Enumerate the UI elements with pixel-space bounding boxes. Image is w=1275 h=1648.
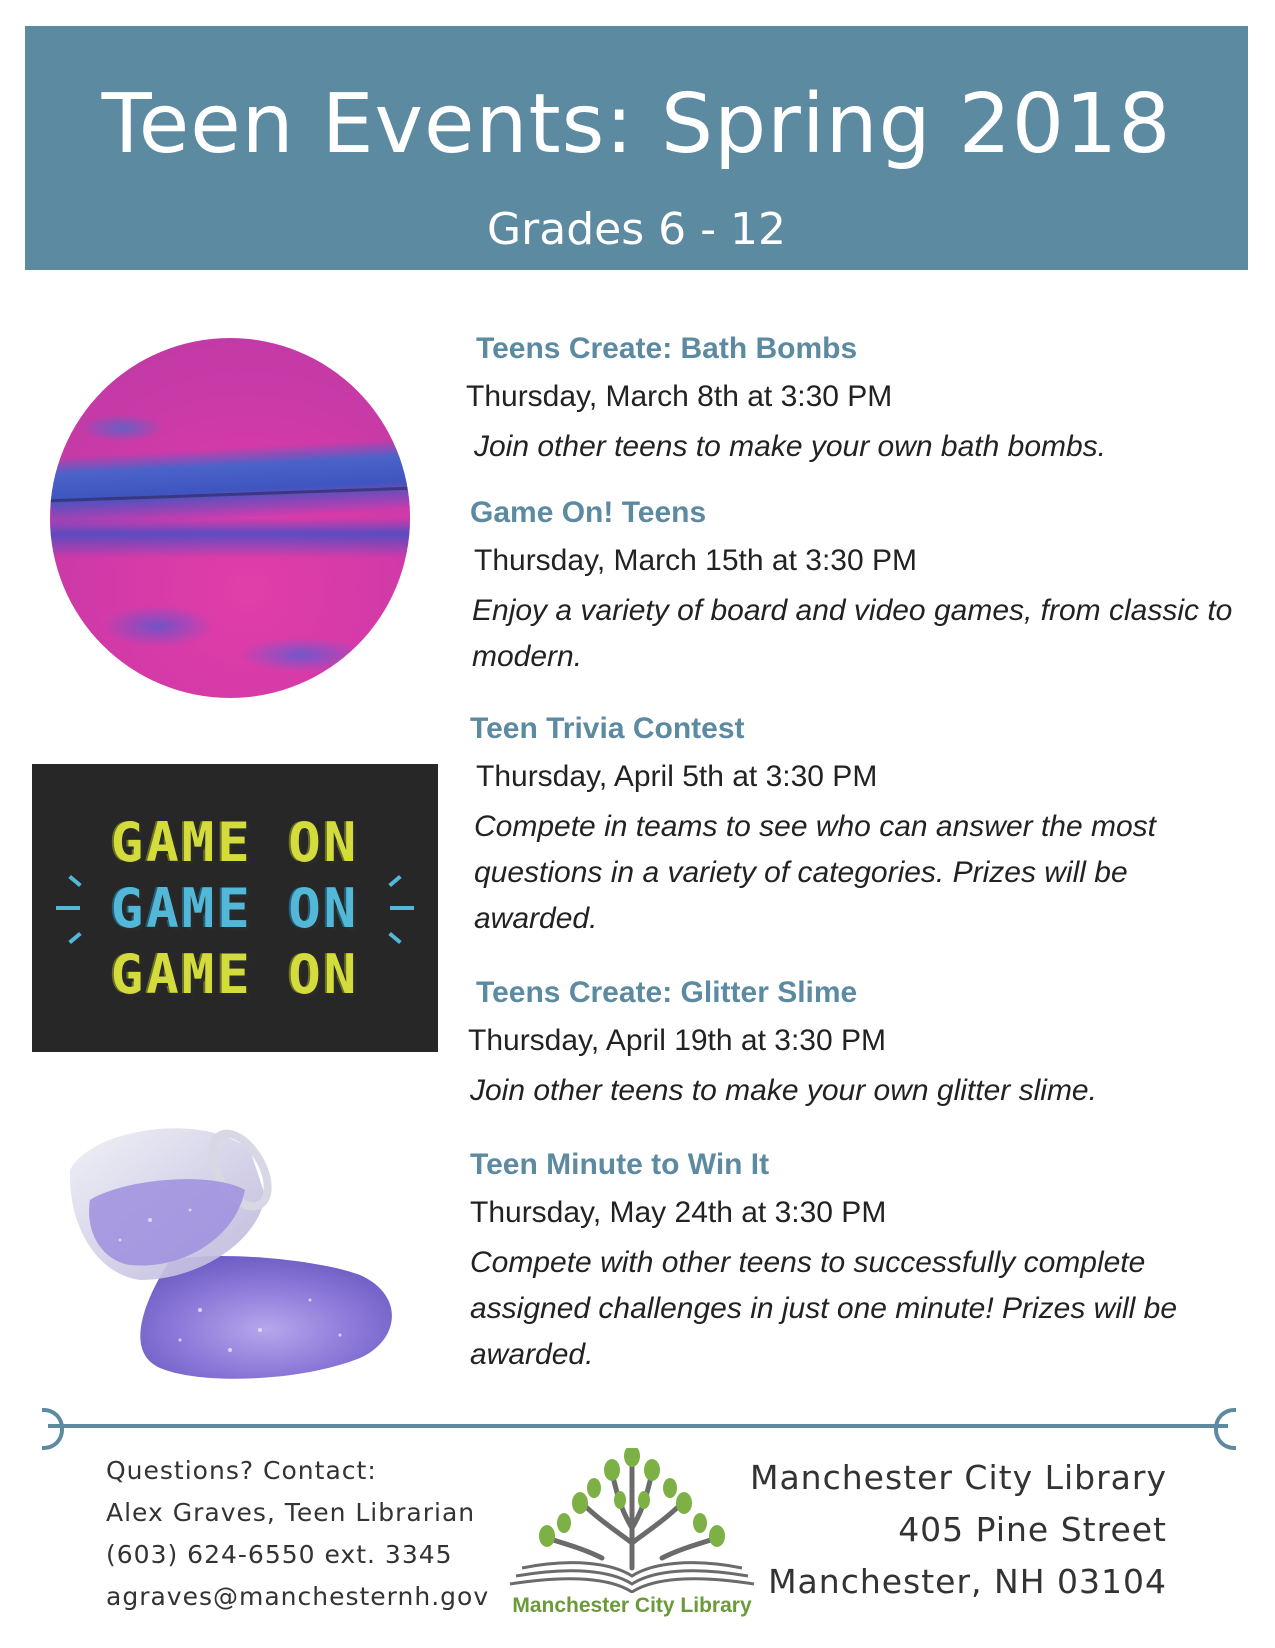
event-date-minute-to-win-it: Thursday, May 24th at 3:30 PM xyxy=(470,1196,887,1229)
address-name: Manchester City Library xyxy=(749,1458,1167,1497)
library-logo xyxy=(502,1448,762,1620)
contact-block xyxy=(106,1450,489,1618)
address-block xyxy=(750,1452,1167,1608)
address-street: 405 Pine Street xyxy=(898,1510,1167,1549)
event-desc-trivia: Compete in teams to see who can answer the most questions in a variety of categories. Prizes will be awarded. xyxy=(474,810,1157,935)
tree-book-icon xyxy=(502,1448,762,1593)
game-on-image xyxy=(32,764,438,1052)
event-desc-game-on: Enjoy a variety of board and video games, from classic to modern. xyxy=(472,594,1233,673)
event-desc-minute-to-win-it: Compete with other teens to successfully complete assigned challenges in just one minute! Prizes will be awarded. xyxy=(470,1246,1178,1371)
event-date-trivia: Thursday, April 5th at 3:30 PM xyxy=(476,760,878,793)
event-title-minute-to-win-it: Teen Minute to Win It xyxy=(470,1148,770,1181)
bath-bomb-band xyxy=(50,439,410,528)
game-on-line-3: GAME ON xyxy=(110,943,360,1006)
divider-left-cap xyxy=(42,1408,64,1450)
bath-bomb-image xyxy=(50,338,410,698)
event-title-bath-bombs: Teens Create: Bath Bombs xyxy=(476,332,858,365)
event-date-glitter-slime: Thursday, April 19th at 3:30 PM xyxy=(468,1024,886,1057)
event-title-trivia: Teen Trivia Contest xyxy=(470,712,745,745)
bath-bomb-band-lower xyxy=(50,518,410,558)
logo-text: Manchester City Library xyxy=(512,1594,752,1617)
event-date-game-on: Thursday, March 15th at 3:30 PM xyxy=(474,544,917,577)
game-on-line-1: GAME ON xyxy=(110,811,360,874)
contact-email[interactable]: agraves@manchesternh.gov xyxy=(106,1582,490,1611)
contact-heading: Questions? Contact: xyxy=(106,1456,377,1485)
contact-phone: (603) 624-6550 ext. 3345 xyxy=(106,1540,453,1569)
footer-divider xyxy=(48,1424,1228,1428)
address-city: Manchester, NH 03104 xyxy=(768,1562,1167,1601)
event-title-game-on: Game On! Teens xyxy=(470,496,707,529)
event-desc-glitter-slime: Join other teens to make your own glitter slime. xyxy=(470,1074,1097,1107)
event-title-glitter-slime: Teens Create: Glitter Slime xyxy=(476,976,858,1009)
contact-name: Alex Graves, Teen Librarian xyxy=(106,1498,476,1527)
glitter-slime-image xyxy=(60,1100,420,1390)
page-title: Teen Events: Spring 2018 xyxy=(101,77,1172,172)
event-date-bath-bombs: Thursday, March 8th at 3:30 PM xyxy=(466,380,893,413)
page-subtitle: Grades 6 - 12 xyxy=(487,204,786,255)
game-on-tick xyxy=(56,906,80,910)
header-banner xyxy=(25,26,1248,270)
event-desc-bath-bombs: Join other teens to make your own bath bombs. xyxy=(474,430,1107,463)
divider-right-cap xyxy=(1214,1408,1236,1450)
game-on-line-2: GAME ON xyxy=(110,877,360,940)
game-on-tick xyxy=(390,906,414,910)
